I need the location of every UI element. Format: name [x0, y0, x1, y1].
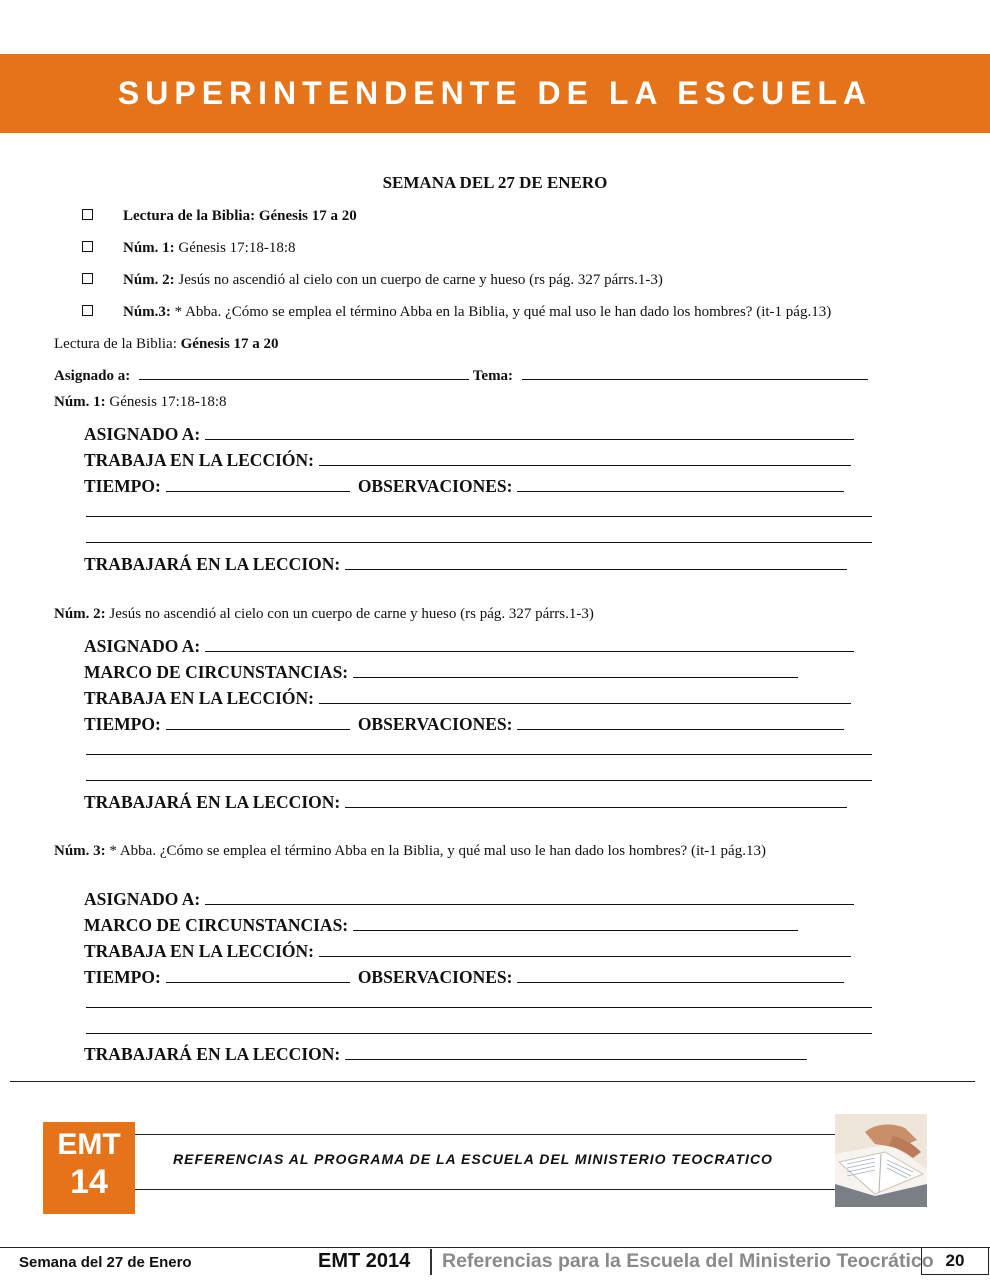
checkbox[interactable] [82, 305, 93, 316]
will-work-label: TRABAJARÁ EN LA LECCION: [84, 1044, 341, 1064]
blank-line[interactable] [86, 1033, 872, 1034]
observations-field[interactable] [517, 964, 844, 983]
will-work-label: TRABAJARÁ EN LA LECCION: [84, 792, 341, 812]
works-on-field[interactable] [319, 685, 851, 704]
checklist-item-reading [82, 208, 357, 225]
setting-field[interactable] [353, 912, 798, 931]
page-number: 20 [921, 1247, 989, 1275]
footer-reference: Referencias para la Escuela del Ministerio Teocrático [442, 1250, 934, 1272]
part2-label: Núm. 2: [54, 606, 106, 622]
checkbox[interactable] [82, 209, 93, 220]
part1-time-row [84, 473, 844, 497]
will-work-field[interactable] [345, 551, 847, 570]
checklist-text: * Abba. ¿Cómo se emplea el término Abba en la Biblia, y qué mal uso le han dado los hombres? (it-1 pág.13) [170, 304, 832, 320]
checklist-label: Núm.3: [123, 304, 171, 320]
observations-field[interactable] [517, 473, 844, 492]
reading-assigned-line [54, 366, 868, 385]
checklist-item-part3 [82, 304, 831, 321]
part2-text: Jesús no ascendió al cielo con un cuerpo de carne y hueso (rs pág. 327 párrs.1-3) [105, 606, 594, 622]
assigned-label: ASIGNADO A: [84, 424, 201, 444]
part3-heading [54, 843, 766, 860]
assigned-label: ASIGNADO A: [84, 636, 201, 656]
observations-label: OBSERVACIONES: [357, 714, 513, 734]
theme-label: Tema: [472, 368, 514, 384]
blank-line[interactable] [86, 542, 872, 543]
part1-label: Núm. 1: [54, 394, 106, 410]
part3-label: Núm. 3: [54, 843, 106, 859]
references-banner [135, 1134, 835, 1190]
will-work-field[interactable] [345, 1041, 807, 1060]
blank-line[interactable] [86, 1007, 872, 1008]
checklist-item-part2 [82, 272, 663, 289]
assigned-field[interactable] [205, 633, 854, 652]
part3-time-row [84, 964, 844, 988]
blank-line[interactable] [86, 780, 872, 781]
will-work-label: TRABAJARÁ EN LA LECCION: [84, 554, 341, 574]
emt-badge [43, 1122, 135, 1214]
works-on-field[interactable] [319, 447, 851, 466]
part2-works-row [84, 685, 851, 709]
time-label: TIEMPO: [84, 714, 161, 734]
bible-illustration [835, 1114, 927, 1207]
part3-setting-row [84, 912, 798, 936]
part2-will-work-row [84, 789, 847, 813]
part3-works-row [84, 938, 851, 962]
reading-label: Lectura de la Biblia: [54, 336, 177, 352]
setting-label: MARCO DE CIRCUNSTANCIAS: [84, 915, 349, 935]
observations-label: OBSERVACIONES: [357, 967, 513, 987]
observations-label: OBSERVACIONES: [357, 476, 513, 496]
part3-text: * Abba. ¿Cómo se emplea el término Abba en la Biblia, y qué mal uso le han dado los hombres? (it-1 pág.13) [105, 843, 766, 859]
setting-field[interactable] [353, 659, 798, 678]
part1-will-work-row [84, 551, 847, 575]
assigned-field[interactable] [205, 421, 854, 440]
blank-line[interactable] [86, 516, 872, 517]
checklist-label: Núm. 2: [123, 272, 175, 288]
time-field[interactable] [166, 473, 350, 492]
observations-field[interactable] [517, 711, 844, 730]
header-banner [0, 54, 990, 133]
works-on-label: TRABAJA EN LA LECCIÓN: [84, 941, 314, 961]
works-on-label: TRABAJA EN LA LECCIÓN: [84, 688, 314, 708]
assigned-label: Asignado a: [54, 368, 131, 384]
assigned-field[interactable] [139, 366, 469, 380]
assigned-field[interactable] [205, 886, 854, 905]
reading-line [54, 336, 279, 353]
page-title: SUPERINTENDENTE DE LA ESCUELA [117, 75, 873, 111]
part3-will-work-row [84, 1041, 807, 1065]
checklist-label: Núm. 1: [123, 240, 175, 256]
part2-time-row [84, 711, 844, 735]
time-label: TIEMPO: [84, 476, 161, 496]
checklist-text: Génesis 17:18-18:8 [174, 240, 296, 256]
section-divider [10, 1081, 975, 1082]
checklist-text: Jesús no ascendió al cielo con un cuerpo de carne y hueso (rs pág. 327 párrs.1-3) [174, 272, 663, 288]
checkbox[interactable] [82, 273, 93, 284]
emt-badge-line2: 14 [70, 1163, 108, 1201]
works-on-field[interactable] [319, 938, 851, 957]
footer-emt: EMT 2014 [318, 1250, 411, 1272]
open-bible-photo [835, 1114, 927, 1207]
footer-separator [430, 1249, 432, 1275]
time-field[interactable] [166, 964, 350, 983]
checklist-label: Lectura de la Biblia: Génesis 17 a 20 [123, 208, 357, 224]
part2-assigned-row [84, 633, 854, 657]
works-on-label: TRABAJA EN LA LECCIÓN: [84, 450, 314, 470]
checklist-item-part1 [82, 240, 296, 257]
part2-heading [54, 606, 594, 623]
part1-assigned-row [84, 421, 854, 445]
part3-assigned-row [84, 886, 854, 910]
part1-text: Génesis 17:18-18:8 [105, 394, 227, 410]
emt-badge-line1: EMT [57, 1128, 121, 1161]
assigned-label: ASIGNADO A: [84, 889, 201, 909]
blank-line[interactable] [86, 754, 872, 755]
setting-label: MARCO DE CIRCUNSTANCIAS: [84, 662, 349, 682]
time-label: TIEMPO: [84, 967, 161, 987]
will-work-field[interactable] [345, 789, 847, 808]
time-field[interactable] [166, 711, 350, 730]
footer-week: Semana del 27 de Enero [19, 1254, 192, 1271]
footer-divider [0, 1247, 990, 1248]
part2-setting-row [84, 659, 798, 683]
checkbox[interactable] [82, 241, 93, 252]
references-text: REFERENCIAS AL PROGRAMA DE LA ESCUELA DEL MINISTERIO TEOCRATICO [173, 1151, 773, 1167]
reading-value: Génesis 17 a 20 [176, 336, 279, 352]
part1-works-row [84, 447, 851, 471]
theme-field[interactable] [522, 366, 868, 380]
week-title: SEMANA DEL 27 DE ENERO [382, 173, 608, 192]
part1-heading [54, 394, 227, 411]
